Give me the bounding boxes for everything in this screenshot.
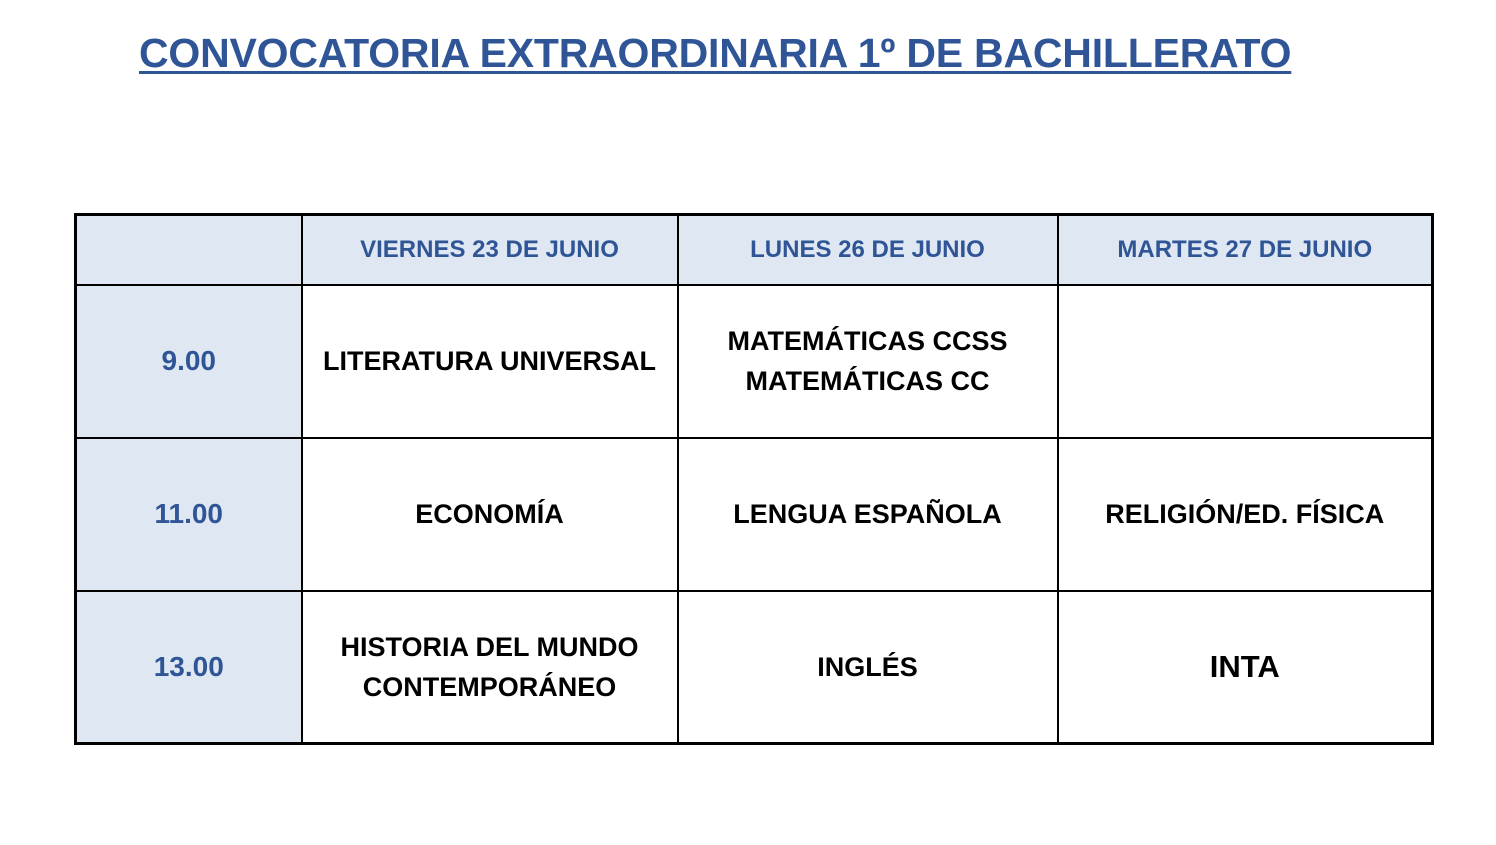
subject-cell (302, 591, 678, 744)
subject-cell (1058, 591, 1433, 744)
header-day-monday: LUNES 26 DE JUNIO (678, 215, 1058, 285)
subject-name: HISTORIA DEL MUNDO (340, 631, 639, 662)
exam-schedule-table (74, 213, 1434, 745)
table-row (76, 438, 1433, 591)
time-slot-cell: 9.00 (76, 285, 302, 438)
subject-cell (302, 438, 678, 591)
subject-cell (302, 285, 678, 438)
header-day-tuesday: MARTES 27 DE JUNIO (1058, 215, 1433, 285)
subject-name: RELIGIÓN/ED. FÍSICA (1105, 499, 1385, 529)
subject-name: LITERATURA UNIVERSAL (323, 346, 656, 376)
time-slot-cell: 13.00 (76, 591, 302, 744)
subject-name: CONTEMPORÁNEO (362, 671, 617, 702)
subject-name: INTA (1209, 648, 1280, 684)
subject-name: MATEMÁTICAS CC (745, 366, 990, 396)
table-header-row (76, 215, 1433, 285)
header-day-friday: VIERNES 23 DE JUNIO (302, 215, 678, 285)
page-title: CONVOCATORIA EXTRAORDINARIA 1º DE BACHILLERATO (139, 30, 1292, 76)
subject-name: ECONOMÍA (415, 499, 564, 529)
subject-cell (1058, 438, 1433, 591)
subject-cell (678, 285, 1058, 438)
table-row (76, 285, 1433, 438)
subject-name: LENGUA ESPAÑOLA (733, 499, 1002, 529)
empty-subject-cell (1058, 285, 1433, 438)
subject-cell (678, 591, 1058, 744)
header-corner-cell (76, 215, 302, 285)
subject-cell (678, 438, 1058, 591)
subject-name: INGLÉS (817, 651, 918, 682)
time-slot-cell: 11.00 (76, 438, 302, 591)
subject-name: MATEMÁTICAS CCSS (727, 326, 1008, 356)
table-row (76, 591, 1433, 744)
